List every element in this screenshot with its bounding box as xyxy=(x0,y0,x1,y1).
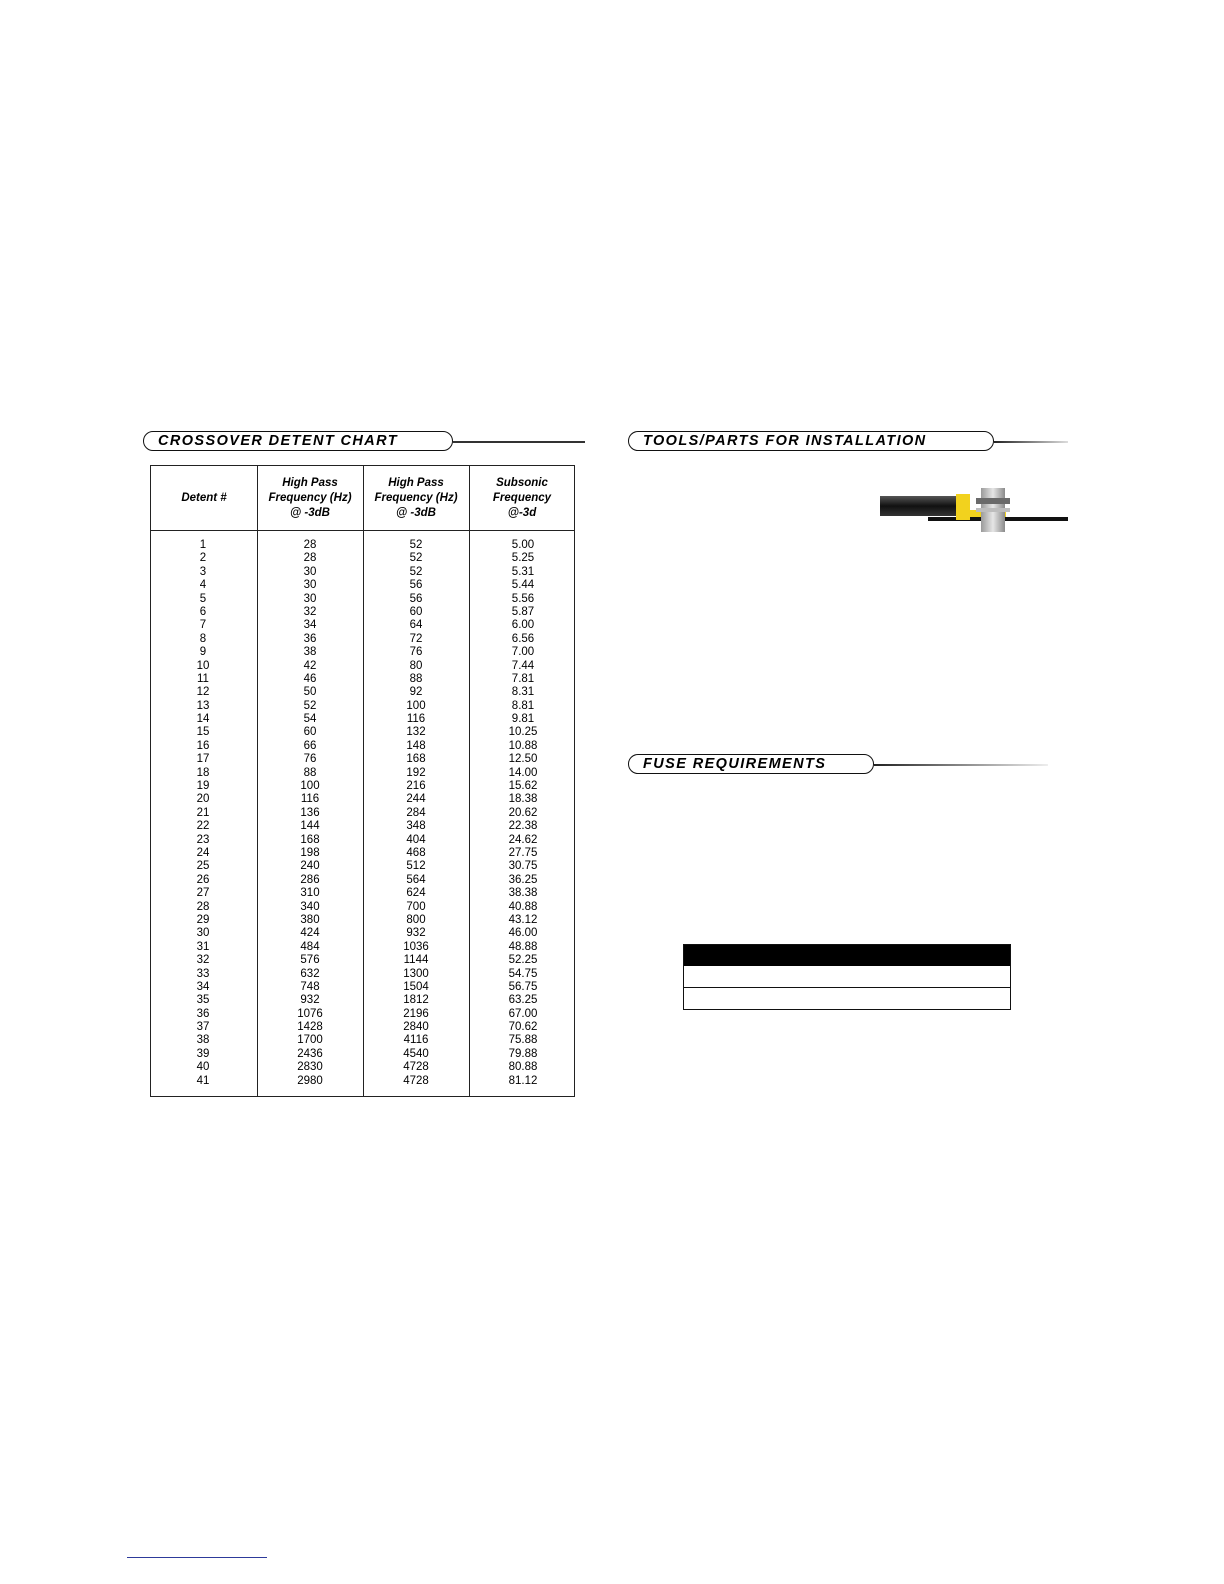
table-cell: 4116 xyxy=(403,1034,429,1047)
table-cell: 75.88 xyxy=(508,1034,538,1047)
table-cell: 8.81 xyxy=(511,699,535,712)
table-cell: 72 xyxy=(409,632,423,645)
table-cell: 13 xyxy=(196,699,210,712)
table-cell: 468 xyxy=(406,846,426,859)
table-cell: 340 xyxy=(300,900,320,913)
table-header-divider xyxy=(151,530,574,531)
table-cell: 36 xyxy=(196,1007,210,1020)
table-cell: 136 xyxy=(300,806,320,819)
table-cell: 88 xyxy=(303,766,317,779)
table-cell: 81.12 xyxy=(508,1074,538,1087)
table-cell: 36.25 xyxy=(508,873,538,886)
table-cell: 1144 xyxy=(403,954,429,967)
table-cell: 29 xyxy=(196,913,210,926)
fuse-requirements-table xyxy=(683,944,1011,1010)
table-cell: 286 xyxy=(300,873,320,886)
table-cell: 576 xyxy=(300,954,320,967)
table-cell: 380 xyxy=(300,913,320,926)
table-cell: 100 xyxy=(300,780,320,793)
table-cell: 37 xyxy=(196,1021,210,1034)
table-cell: 21 xyxy=(196,806,210,819)
table-cell: 15.62 xyxy=(508,780,538,793)
table-cell: 24 xyxy=(196,846,210,859)
table-cell: 22 xyxy=(196,820,210,833)
table-cell: 624 xyxy=(406,887,426,900)
crossover-title-rule xyxy=(453,441,585,443)
table-cell: 310 xyxy=(300,887,320,900)
table-cell: 56 xyxy=(409,592,423,605)
table-cell: 30.75 xyxy=(508,860,538,873)
table-cell: 18.38 xyxy=(508,793,538,806)
table-cell: 88 xyxy=(409,672,423,685)
table-cell: 92 xyxy=(409,686,423,699)
footnote-rule xyxy=(127,1557,267,1558)
table-cell: 38 xyxy=(303,646,317,659)
table-cell: 800 xyxy=(406,913,426,926)
table-cell: 7 xyxy=(199,619,207,632)
table-cell: 700 xyxy=(406,900,426,913)
table-cell: 1812 xyxy=(403,994,429,1007)
table-cell: 80 xyxy=(409,659,423,672)
table-cell: 23 xyxy=(196,833,210,846)
tools-title-rule xyxy=(994,441,1068,443)
table-cell: 38.38 xyxy=(508,887,538,900)
header-detent: Detent # xyxy=(181,491,227,504)
table-cell: 22.38 xyxy=(508,820,538,833)
table-cell: 10.88 xyxy=(508,739,538,752)
table-cell: 34 xyxy=(196,980,210,993)
table-cell: 1504 xyxy=(403,980,429,993)
table-cell: 42 xyxy=(303,659,317,672)
table-cell: 14.00 xyxy=(508,766,538,779)
table-cell: 240 xyxy=(300,860,320,873)
fuse-title-pill xyxy=(628,754,874,774)
table-cell: 404 xyxy=(406,833,426,846)
crossover-detent-table xyxy=(150,465,575,1097)
table-cell: 6 xyxy=(199,605,207,618)
table-cell: 4728 xyxy=(403,1061,429,1074)
fuse-section-header xyxy=(628,754,1048,780)
table-cell: 30 xyxy=(303,565,317,578)
table-cell: 1076 xyxy=(297,1007,323,1020)
table-cell: 56.75 xyxy=(508,980,538,993)
column-high-pass-2 xyxy=(363,539,469,1088)
table-cell: 148 xyxy=(406,739,426,752)
table-cell: 52 xyxy=(409,539,423,551)
table-cell: 20.62 xyxy=(508,806,538,819)
table-cell: 564 xyxy=(406,873,426,886)
table-cell: 2436 xyxy=(297,1047,323,1060)
table-cell: 18 xyxy=(196,766,210,779)
table-cell: 144 xyxy=(300,820,320,833)
table-cell: 5.00 xyxy=(511,539,535,551)
table-cell: 56 xyxy=(409,579,423,592)
table-cell: 7.44 xyxy=(511,659,535,672)
table-cell: 17 xyxy=(196,753,210,766)
table-cell: 28 xyxy=(303,552,317,565)
table-cell: 41 xyxy=(196,1074,210,1087)
table-cell: 5.25 xyxy=(511,552,535,565)
table-cell: 50 xyxy=(303,686,317,699)
table-cell: 1 xyxy=(199,539,207,551)
table-cell: 8 xyxy=(199,632,207,645)
table-cell: 40 xyxy=(196,1061,210,1074)
table-cell: 52.25 xyxy=(508,954,538,967)
table-cell: 2980 xyxy=(297,1074,323,1087)
table-cell: 36 xyxy=(303,632,317,645)
table-cell: 76 xyxy=(303,753,317,766)
table-cell: 1700 xyxy=(297,1034,323,1047)
table-cell: 1300 xyxy=(403,967,429,980)
table-cell: 30 xyxy=(303,592,317,605)
table-cell: 4 xyxy=(199,579,207,592)
table-cell: 40.88 xyxy=(508,900,538,913)
table-cell: 28 xyxy=(196,900,210,913)
table-cell: 63.25 xyxy=(508,994,538,1007)
table-cell: 30 xyxy=(196,927,210,940)
table-cell: 5.56 xyxy=(511,592,535,605)
table-cell: 15 xyxy=(196,726,210,739)
table-cell: 80.88 xyxy=(508,1061,538,1074)
table-cell: 5.44 xyxy=(511,579,535,592)
table-cell: 79.88 xyxy=(508,1047,538,1060)
table-cell: 512 xyxy=(406,860,426,873)
fuse-title: FUSE REQUIREMENTS xyxy=(643,756,827,772)
column-high-pass-1 xyxy=(257,539,363,1088)
table-cell: 4728 xyxy=(403,1074,429,1087)
table-cell: 52 xyxy=(409,565,423,578)
table-cell: 24.62 xyxy=(508,833,538,846)
crossover-title-pill xyxy=(143,431,453,451)
table-cell: 67.00 xyxy=(508,1007,538,1020)
table-cell: 19 xyxy=(196,780,210,793)
tools-title: TOOLS/PARTS FOR INSTALLATION xyxy=(643,433,927,449)
table-cell: 632 xyxy=(300,967,320,980)
table-cell: 33 xyxy=(196,967,210,980)
table-cell: 60 xyxy=(303,726,317,739)
column-detent xyxy=(151,539,255,1088)
table-cell: 54.75 xyxy=(508,967,538,980)
table-cell: 5.87 xyxy=(511,605,535,618)
table-cell: 216 xyxy=(406,780,426,793)
tools-title-pill xyxy=(628,431,994,451)
header-high-pass-2: High Pass Frequency (Hz) @ -3dB xyxy=(374,476,458,519)
table-cell: 5 xyxy=(199,592,207,605)
table-cell: 12.50 xyxy=(508,753,538,766)
table-cell: 32 xyxy=(303,605,317,618)
table-cell: 198 xyxy=(300,846,320,859)
table-cell: 54 xyxy=(303,713,317,726)
table-cell: 46.00 xyxy=(508,927,538,940)
table-cell: 66 xyxy=(303,739,317,752)
table-cell: 284 xyxy=(406,806,426,819)
table-cell: 7.81 xyxy=(511,672,535,685)
table-cell: 932 xyxy=(300,994,320,1007)
table-cell: 9.81 xyxy=(511,713,535,726)
table-cell: 16 xyxy=(196,739,210,752)
table-cell: 52 xyxy=(303,699,317,712)
fuse-table-header-bar xyxy=(684,945,1010,966)
table-cell: 192 xyxy=(406,766,426,779)
table-cell: 8.31 xyxy=(511,686,535,699)
table-cell: 244 xyxy=(406,793,426,806)
table-cell: 26 xyxy=(196,873,210,886)
table-cell: 10.25 xyxy=(508,726,538,739)
fuse-title-rule xyxy=(874,764,1048,766)
table-cell: 52 xyxy=(409,552,423,565)
table-cell: 46 xyxy=(303,672,317,685)
tools-section-header xyxy=(628,431,1068,457)
table-cell: 11 xyxy=(197,672,209,685)
table-cell: 27 xyxy=(196,887,210,900)
table-cell: 348 xyxy=(406,820,426,833)
table-cell: 43.12 xyxy=(508,913,538,926)
table-cell: 2 xyxy=(199,552,207,565)
table-cell: 116 xyxy=(300,793,320,806)
table-cell: 39 xyxy=(196,1047,210,1060)
table-cell: 14 xyxy=(196,713,210,726)
table-cell: 932 xyxy=(406,927,426,940)
table-cell: 20 xyxy=(196,793,210,806)
table-cell: 31 xyxy=(196,940,210,953)
table-cell: 7.00 xyxy=(511,646,535,659)
table-cell: 5.31 xyxy=(511,565,535,578)
table-cell: 6.00 xyxy=(511,619,535,632)
crossover-title: CROSSOVER DETENT CHART xyxy=(158,433,398,449)
table-cell: 70.62 xyxy=(508,1021,538,1034)
table-cell: 25 xyxy=(196,860,210,873)
table-cell: 424 xyxy=(300,927,320,940)
table-cell: 27.75 xyxy=(508,846,538,859)
table-cell: 32 xyxy=(196,954,210,967)
table-cell: 64 xyxy=(409,619,423,632)
table-cell: 9 xyxy=(199,646,207,659)
column-subsonic xyxy=(469,539,577,1088)
table-cell: 1036 xyxy=(403,940,429,953)
table-cell: 4540 xyxy=(403,1047,429,1060)
table-cell: 28 xyxy=(303,539,317,551)
table-cell: 48.88 xyxy=(508,940,538,953)
table-cell: 38 xyxy=(196,1034,210,1047)
table-cell: 30 xyxy=(303,579,317,592)
table-cell: 484 xyxy=(300,940,320,953)
table-cell: 2196 xyxy=(403,1007,429,1020)
table-cell: 1428 xyxy=(297,1021,323,1034)
table-cell: 6.56 xyxy=(511,632,535,645)
table-cell: 35 xyxy=(196,994,210,1007)
table-cell: 10 xyxy=(196,659,210,672)
header-high-pass-1: High Pass Frequency (Hz) @ -3dB xyxy=(268,476,352,519)
ring-terminal-bolt-icon xyxy=(880,484,1068,534)
table-cell: 132 xyxy=(406,726,426,739)
table-cell: 100 xyxy=(406,699,426,712)
table-cell: 76 xyxy=(409,646,423,659)
table-cell: 2840 xyxy=(403,1021,429,1034)
fuse-table-row-divider xyxy=(684,987,1010,988)
header-subsonic: Subsonic Frequency @-3d xyxy=(492,476,552,519)
table-cell: 12 xyxy=(196,686,210,699)
table-cell: 34 xyxy=(303,619,317,632)
table-cell: 168 xyxy=(406,753,426,766)
table-cell: 116 xyxy=(406,713,426,726)
table-cell: 60 xyxy=(409,605,423,618)
crossover-section-header xyxy=(143,431,585,457)
table-cell: 2830 xyxy=(297,1061,323,1074)
table-cell: 3 xyxy=(199,565,207,578)
table-cell: 168 xyxy=(300,833,320,846)
table-cell: 748 xyxy=(300,980,320,993)
